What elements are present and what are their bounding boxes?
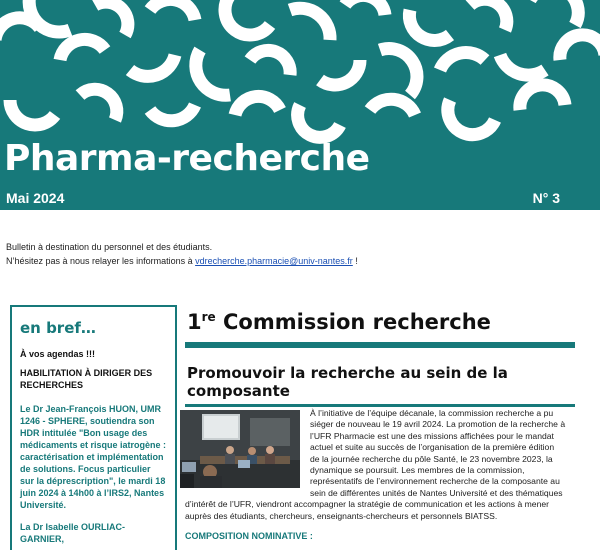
agenda-label: À vos agendas !!! (20, 349, 96, 359)
title-divider (185, 342, 575, 348)
issue-number: N° 3 (532, 190, 560, 206)
intro-line-2-prefix: N’hésitez pas à nous relayer les informations à (6, 256, 196, 266)
paragraph-line: À l’initiative de l’équipe décanale, la commission recherche a pu (310, 408, 554, 418)
intro-line-2-suffix: ! (352, 256, 358, 266)
paragraph-line: actuel et suite au succès de l’organisation de la première édition (310, 442, 555, 453)
paragraph-line: siéger de nouveau le 19 avril 2024. La promotion de la recherche à (310, 419, 566, 430)
paragraph-line: auprès des étudiants, chercheurs, enseignants-chercheurs et personnels BIATSS. (185, 510, 498, 521)
newsletter-banner (0, 0, 600, 210)
news-sidebar (10, 305, 177, 550)
paragraph-line: représentatifs de l’environnement recherche de la composante au (310, 476, 560, 487)
contact-email-link[interactable]: vdrecherche.pharmacie@univ-nantes.fr (195, 256, 353, 266)
paragraph-line: de la journée recherche du pôle Santé, le 23 novembre 2023, la (310, 453, 553, 464)
decorative-pattern (0, 0, 600, 150)
hdr-heading: HABILITATION À DIRIGER DES RECHERCHES (20, 368, 153, 390)
hdr-item: La Dr Isabelle OURLIAC-GARNIER, (20, 522, 126, 544)
composition-heading: COMPOSITION NOMINATIVE : (185, 531, 313, 541)
article-paragraph (185, 408, 573, 522)
paragraph-line: d’intérêt de l’UFR, viendront accompagner la stratégie de communication et les actions à mener (185, 499, 549, 510)
intro-line-2 (6, 254, 358, 268)
article-title-text: Commission recherche (215, 310, 491, 334)
article-title-superscript: re (201, 310, 216, 324)
paragraph-line: dynamique se poursuit. Les membres de la commission, (310, 465, 525, 476)
paragraph-line: sein de différentes unités de Nantes Université et des thématiques (310, 487, 563, 498)
sidebar-heading: en bref… (20, 319, 96, 337)
section-title: Promouvoir la recherche au sein de la composante (187, 364, 508, 400)
paragraph-line: l’UFR Pharmacie est une des missions affichées pour le mandat (310, 430, 554, 441)
hdr-item: Le Dr Jean-François HUON, UMR 1246 - SPHERE, soutiendra son HDR intitulée "Bon usage des médicaments et risque iatrogène : caractérisation et implémentation de solutions. Focus particulier sur la déprescription", le mardi 18 juin 2024 à 14h00 à l’IRS2, Nantes Université. (20, 404, 167, 510)
section-divider (185, 404, 575, 407)
article-title (187, 310, 575, 334)
main-article (185, 310, 575, 407)
issue-date: Mai 2024 (6, 190, 65, 206)
newsletter-title: Pharma-recherche (4, 138, 370, 179)
intro-text (6, 240, 358, 268)
article-title-number: 1 (187, 310, 202, 334)
intro-line-1: Bulletin à destination du personnel et des étudiants. (6, 242, 213, 252)
